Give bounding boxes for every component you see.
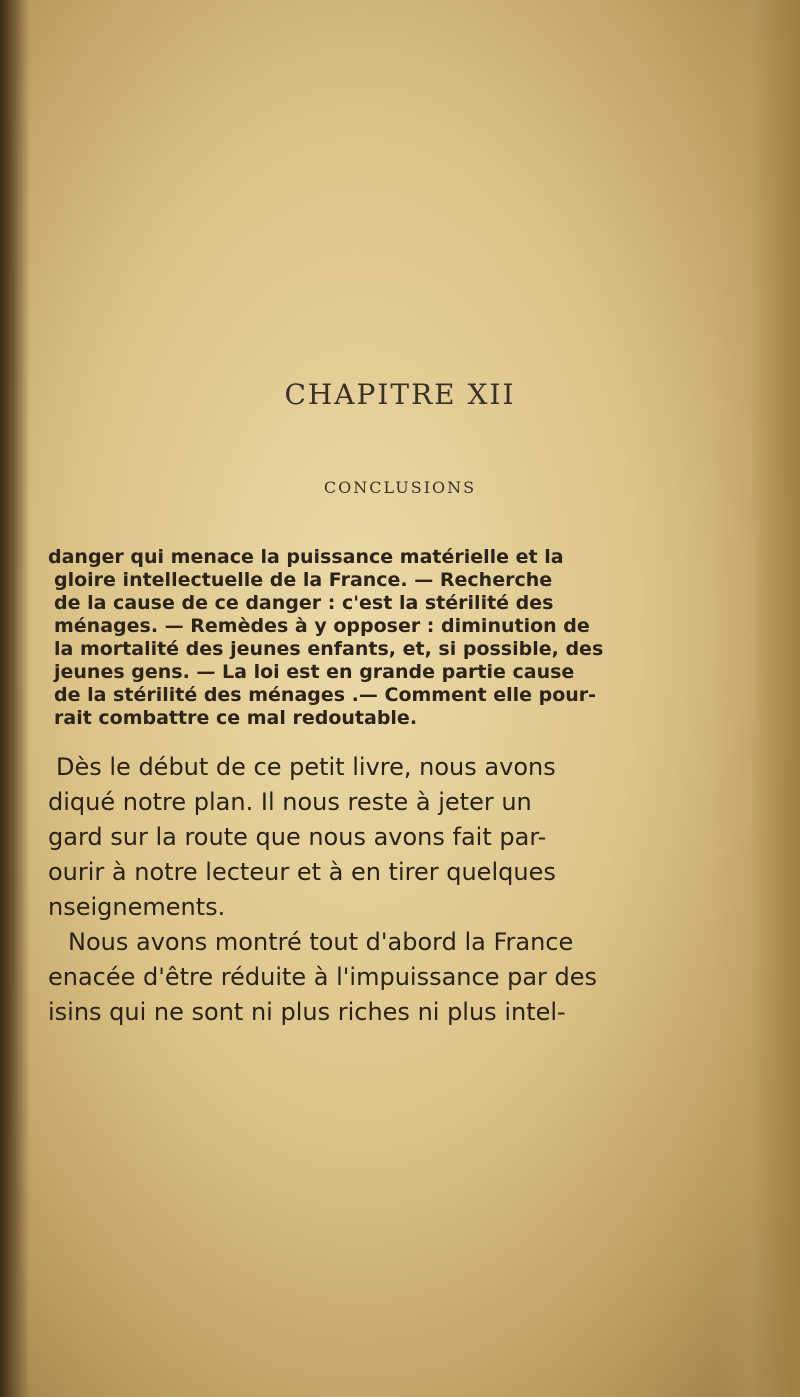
summary-line: rait combattre ce mal redoutable. — [54, 707, 418, 729]
body-line: diqué notre plan. Il nous reste à jeter un — [48, 788, 532, 816]
body-line: Nous avons montré tout d'abord la France — [68, 928, 574, 956]
summary-line: jeunes gens. — La loi est en grande partie cause — [54, 661, 575, 683]
summary-line: de la cause de ce danger : c'est la stérilité des — [54, 592, 554, 614]
body-line: isins qui ne sont ni plus riches ni plus intel- — [48, 998, 566, 1026]
summary-line: danger qui menace la puissance matérielle et la — [48, 546, 564, 568]
chapter-title: CHAPITRE XII — [284, 378, 516, 411]
body-line: ourir à notre lecteur et à en tirer quelques — [48, 858, 556, 886]
section-title: CONCLUSIONS — [323, 478, 477, 497]
summary-line: la mortalité des jeunes enfants, et, si possible, des — [54, 638, 604, 660]
body-line: gard sur la route que nous avons fait par- — [48, 823, 547, 851]
body-line: nseignements. — [48, 893, 226, 921]
summary-line: de la stérilité des ménages .— Comment elle pour- — [54, 684, 597, 706]
body-line: enacée d'être réduite à l'impuissance par des — [48, 963, 598, 991]
body-line: Dès le début de ce petit livre, nous avons — [56, 753, 556, 781]
chapter-summary — [48, 546, 768, 730]
summary-line: ménages. — Remèdes à y opposer : diminution de — [54, 615, 590, 637]
summary-line: gloire intellectuelle de la France. — Recherche — [54, 569, 553, 591]
body-text — [38, 750, 778, 1030]
